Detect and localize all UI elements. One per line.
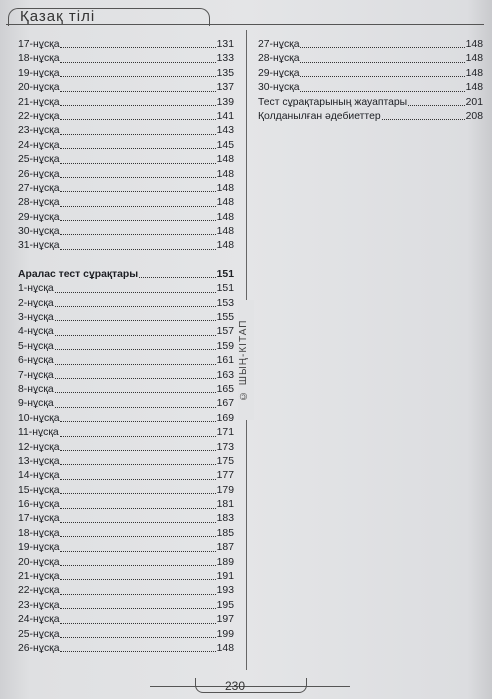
toc-entry-page: 201 — [465, 96, 483, 108]
toc-entry-label: 23-нұсқа — [18, 125, 60, 137]
toc-entry-page: 143 — [216, 125, 234, 137]
toc-entry-page: 148 — [216, 211, 234, 223]
toc-entry-page: 189 — [216, 556, 234, 568]
toc-entry[interactable] — [18, 182, 234, 196]
toc-dot-leader — [55, 364, 216, 365]
toc-dot-leader — [60, 177, 215, 178]
toc-dot-leader — [60, 220, 215, 221]
toc-entry[interactable] — [18, 599, 234, 613]
toc-entry-page: 148 — [216, 240, 234, 252]
toc-entry[interactable] — [18, 369, 234, 383]
page-number: 230 — [225, 679, 246, 693]
toc-entry-label: 22-нұсқа — [18, 585, 60, 597]
toc-dot-leader — [55, 378, 216, 379]
toc-entry[interactable] — [18, 340, 234, 354]
toc-entry-label: 3-нұсқа — [18, 312, 54, 324]
toc-entry-page: 139 — [216, 96, 234, 108]
toc-entry[interactable] — [18, 484, 234, 498]
toc-entry-page: 179 — [216, 484, 234, 496]
toc-entry[interactable] — [18, 642, 234, 656]
toc-entry-page: 183 — [216, 513, 234, 525]
toc-entry[interactable] — [18, 124, 234, 138]
toc-entry-label: 22-нұсқа — [18, 110, 60, 122]
toc-entry-label: Тест сұрақтарының жауаптары — [258, 96, 408, 108]
toc-entry-label: 12-нұсқа — [18, 441, 60, 453]
toc-entry-label: 29-нұсқа — [258, 67, 300, 79]
toc-entry-page: 163 — [216, 369, 234, 381]
toc-dot-leader — [60, 436, 216, 437]
toc-entry-page: 208 — [465, 110, 483, 122]
toc-entry-page: 148 — [465, 82, 483, 94]
toc-entry-label: 20-нұсқа — [18, 82, 60, 94]
toc-entry[interactable] — [18, 325, 234, 339]
toc-entry[interactable] — [18, 455, 234, 469]
toc-section-heading-page: 151 — [216, 268, 234, 280]
toc-entry-page: 191 — [216, 571, 234, 583]
publisher-side-mark: © ШЫҢ-КІТАП — [238, 300, 254, 420]
toc-dot-leader — [55, 349, 216, 350]
toc-entry-page: 197 — [216, 614, 234, 626]
toc-entry-label: 26-нұсқа — [18, 168, 60, 180]
footer-tab-frame — [195, 678, 307, 693]
toc-dot-leader — [139, 277, 216, 278]
toc-entry-page: 153 — [216, 297, 234, 309]
toc-dot-leader — [60, 623, 215, 624]
toc-entry-label: 19-нұсқа — [18, 542, 60, 554]
toc-entry-label: 6-нұсқа — [18, 355, 54, 367]
toc-entry-page: 167 — [216, 398, 234, 410]
toc-entry[interactable] — [18, 397, 234, 411]
toc-entry-page: 148 — [216, 182, 234, 194]
toc-entry[interactable] — [18, 67, 234, 81]
toc-entry-label: 18-нұсқа — [18, 53, 60, 65]
toc-entry[interactable] — [18, 383, 234, 397]
toc-entry-page: 169 — [216, 412, 234, 424]
toc-dot-leader — [60, 651, 215, 652]
toc-dot-leader — [55, 306, 216, 307]
toc-entry[interactable] — [258, 52, 483, 66]
toc-entry-page: 161 — [216, 355, 234, 367]
section-gap — [18, 254, 234, 268]
toc-entry-page: 159 — [216, 340, 234, 352]
toc-section-heading-label: Аралас тест сұрақтары — [18, 268, 139, 280]
toc-entry-page: 148 — [465, 38, 483, 50]
toc-entry-label: 9-нұсқа — [18, 398, 54, 410]
toc-entry-page: 135 — [216, 67, 234, 79]
toc-entry[interactable] — [18, 311, 234, 325]
toc-dot-leader — [60, 76, 215, 77]
toc-entry-label: 10-нұсқа — [18, 412, 60, 424]
toc-entry-page: 148 — [216, 226, 234, 238]
toc-entry-page: 187 — [216, 542, 234, 554]
toc-entry-label: 28-нұсқа — [18, 197, 60, 209]
toc-entry-label: 23-нұсқа — [18, 599, 60, 611]
toc-entry[interactable] — [18, 541, 234, 555]
toc-entry[interactable] — [18, 38, 234, 52]
toc-dot-leader — [60, 493, 215, 494]
toc-entry-label: 21-нұсқа — [18, 96, 60, 108]
toc-entry-page: 148 — [465, 67, 483, 79]
toc-entry-label: 20-нұсқа — [18, 556, 60, 568]
toc-dot-leader — [300, 47, 464, 48]
toc-entry-label: 28-нұсқа — [258, 53, 300, 65]
toc-dot-leader — [60, 91, 215, 92]
toc-dot-leader — [60, 579, 215, 580]
toc-entry-label: 24-нұсқа — [18, 139, 60, 151]
toc-entry[interactable] — [18, 498, 234, 512]
toc-dot-leader — [55, 320, 216, 321]
toc-dot-leader — [60, 249, 215, 250]
toc-entry[interactable] — [18, 196, 234, 210]
toc-section-heading[interactable] — [18, 268, 234, 282]
toc-entry-page: 177 — [216, 470, 234, 482]
toc-dot-leader — [60, 508, 215, 509]
toc-entry[interactable] — [18, 110, 234, 124]
toc-entry-label: 17-нұсқа — [18, 513, 60, 525]
toc-dot-leader — [55, 392, 216, 393]
toc-entry-page: 181 — [216, 499, 234, 511]
toc-entry-page: 151 — [216, 283, 234, 295]
toc-entry-label: 25-нұсқа — [18, 154, 60, 166]
toc-dot-leader — [60, 594, 215, 595]
toc-entry[interactable] — [18, 527, 234, 541]
toc-entry-page: 157 — [216, 326, 234, 338]
toc-entry-label: 17-нұсқа — [18, 38, 60, 50]
toc-entry-page: 199 — [216, 628, 234, 640]
toc-entry-page: 185 — [216, 527, 234, 539]
toc-entry-page: 131 — [216, 38, 234, 50]
toc-entry[interactable] — [18, 297, 234, 311]
toc-entry-label: 24-нұсқа — [18, 614, 60, 626]
toc-entry[interactable] — [18, 469, 234, 483]
toc-entry[interactable] — [18, 168, 234, 182]
toc-entry[interactable] — [18, 139, 234, 153]
toc-entry[interactable] — [18, 628, 234, 642]
toc-entry-label: 16-нұсқа — [18, 499, 60, 511]
toc-dot-leader — [60, 421, 215, 422]
toc-dot-leader — [300, 62, 464, 63]
toc-entry[interactable] — [18, 81, 234, 95]
toc-entry-label: 15-нұсқа — [18, 484, 60, 496]
toc-entry-label: 21-нұсқа — [18, 571, 60, 583]
toc-entry-page: 137 — [216, 82, 234, 94]
toc-dot-leader — [60, 206, 215, 207]
toc-entry-page: 195 — [216, 599, 234, 611]
toc-entry-label: 7-нұсқа — [18, 369, 54, 381]
toc-dot-leader — [55, 335, 216, 336]
toc-entry-label: 27-нұсқа — [18, 182, 60, 194]
toc-entry[interactable] — [258, 67, 483, 81]
toc-entry-label: 30-нұсқа — [18, 226, 60, 238]
toc-dot-leader — [60, 148, 215, 149]
toc-entry[interactable] — [258, 38, 483, 52]
toc-entry-page: 148 — [216, 197, 234, 209]
toc-entry[interactable] — [18, 52, 234, 66]
toc-entry-page: 173 — [216, 441, 234, 453]
toc-entry-label: 29-нұсқа — [18, 211, 60, 223]
toc-left-column — [18, 38, 234, 656]
toc-entry-label: 14-нұсқа — [18, 470, 60, 482]
toc-entry[interactable] — [258, 110, 483, 124]
toc-entry-label: Қолданылған әдебиеттер — [258, 110, 381, 122]
toc-entry-page: 155 — [216, 312, 234, 324]
toc-dot-leader — [60, 450, 215, 451]
toc-dot-leader — [60, 637, 215, 638]
toc-dot-leader — [60, 479, 215, 480]
toc-dot-leader — [382, 119, 465, 120]
toc-entry-label: 4-нұсқа — [18, 326, 54, 338]
toc-dot-leader — [408, 105, 465, 106]
toc-dot-leader — [60, 522, 215, 523]
toc-entry-label: 18-нұсқа — [18, 527, 60, 539]
toc-entry[interactable] — [18, 426, 234, 440]
toc-entry[interactable] — [18, 354, 234, 368]
running-head: Қазақ тілі — [20, 8, 96, 25]
toc-entry-page: 133 — [216, 53, 234, 65]
toc-dot-leader — [60, 47, 215, 48]
toc-entry[interactable] — [18, 412, 234, 426]
toc-dot-leader — [60, 551, 215, 552]
toc-entry-page: 148 — [216, 643, 234, 654]
toc-entry[interactable] — [18, 441, 234, 455]
toc-dot-leader — [60, 565, 215, 566]
toc-entry[interactable] — [18, 153, 234, 167]
toc-entry[interactable] — [18, 96, 234, 110]
toc-entry-label: 13-нұсқа — [18, 455, 60, 467]
toc-entry-page: 171 — [216, 427, 234, 439]
toc-dot-leader — [55, 407, 216, 408]
toc-entry-page: 165 — [216, 383, 234, 395]
toc-dot-leader — [60, 191, 215, 192]
toc-entry-label: 19-нұсқа — [18, 67, 60, 79]
toc-entry[interactable] — [18, 570, 234, 584]
toc-entry[interactable] — [18, 239, 234, 253]
toc-list-bottom — [18, 282, 234, 656]
toc-entry[interactable] — [18, 225, 234, 239]
toc-entry[interactable] — [258, 81, 483, 95]
toc-entry-label: 31-нұсқа — [18, 240, 60, 252]
toc-entry-label: 1-нұсқа — [18, 283, 54, 295]
toc-list-right — [258, 38, 483, 124]
toc-entry-label: 25-нұсқа — [18, 628, 60, 640]
toc-entry[interactable] — [18, 513, 234, 527]
toc-entry-label: 2-нұсқа — [18, 297, 54, 309]
toc-dot-leader — [60, 119, 215, 120]
toc-dot-leader — [60, 608, 215, 609]
toc-entry[interactable] — [18, 556, 234, 570]
toc-dot-leader — [60, 163, 215, 164]
toc-dot-leader — [60, 105, 215, 106]
toc-dot-leader — [60, 234, 215, 235]
toc-entry-page: 193 — [216, 585, 234, 597]
toc-entry-label: 26-нұсқа — [18, 643, 60, 654]
toc-dot-leader — [55, 292, 216, 293]
toc-entry-label: 30-нұсқа — [258, 82, 300, 94]
toc-dot-leader — [60, 536, 215, 537]
toc-entry[interactable] — [18, 211, 234, 225]
toc-entry-page: 141 — [216, 110, 234, 122]
toc-right-column — [258, 38, 483, 124]
toc-dot-leader — [60, 464, 215, 465]
toc-dot-leader — [300, 91, 464, 92]
toc-entry-label: 27-нұсқа — [258, 38, 300, 50]
toc-entry[interactable] — [18, 282, 234, 296]
toc-entry[interactable] — [18, 613, 234, 627]
toc-entry-page: 148 — [216, 168, 234, 180]
toc-entry-label: 11-нұсқа — [18, 427, 59, 439]
toc-entry-page: 145 — [216, 139, 234, 151]
toc-entry-page: 175 — [216, 455, 234, 467]
toc-entry-page: 148 — [465, 53, 483, 65]
toc-entry-page: 148 — [216, 154, 234, 166]
toc-entry[interactable] — [258, 96, 483, 110]
toc-dot-leader — [300, 76, 464, 77]
toc-entry[interactable] — [18, 584, 234, 598]
toc-entry-label: 5-нұсқа — [18, 340, 54, 352]
toc-list-top — [18, 38, 234, 254]
toc-dot-leader — [60, 134, 215, 135]
toc-entry-label: 8-нұсқа — [18, 383, 54, 395]
toc-dot-leader — [60, 62, 215, 63]
